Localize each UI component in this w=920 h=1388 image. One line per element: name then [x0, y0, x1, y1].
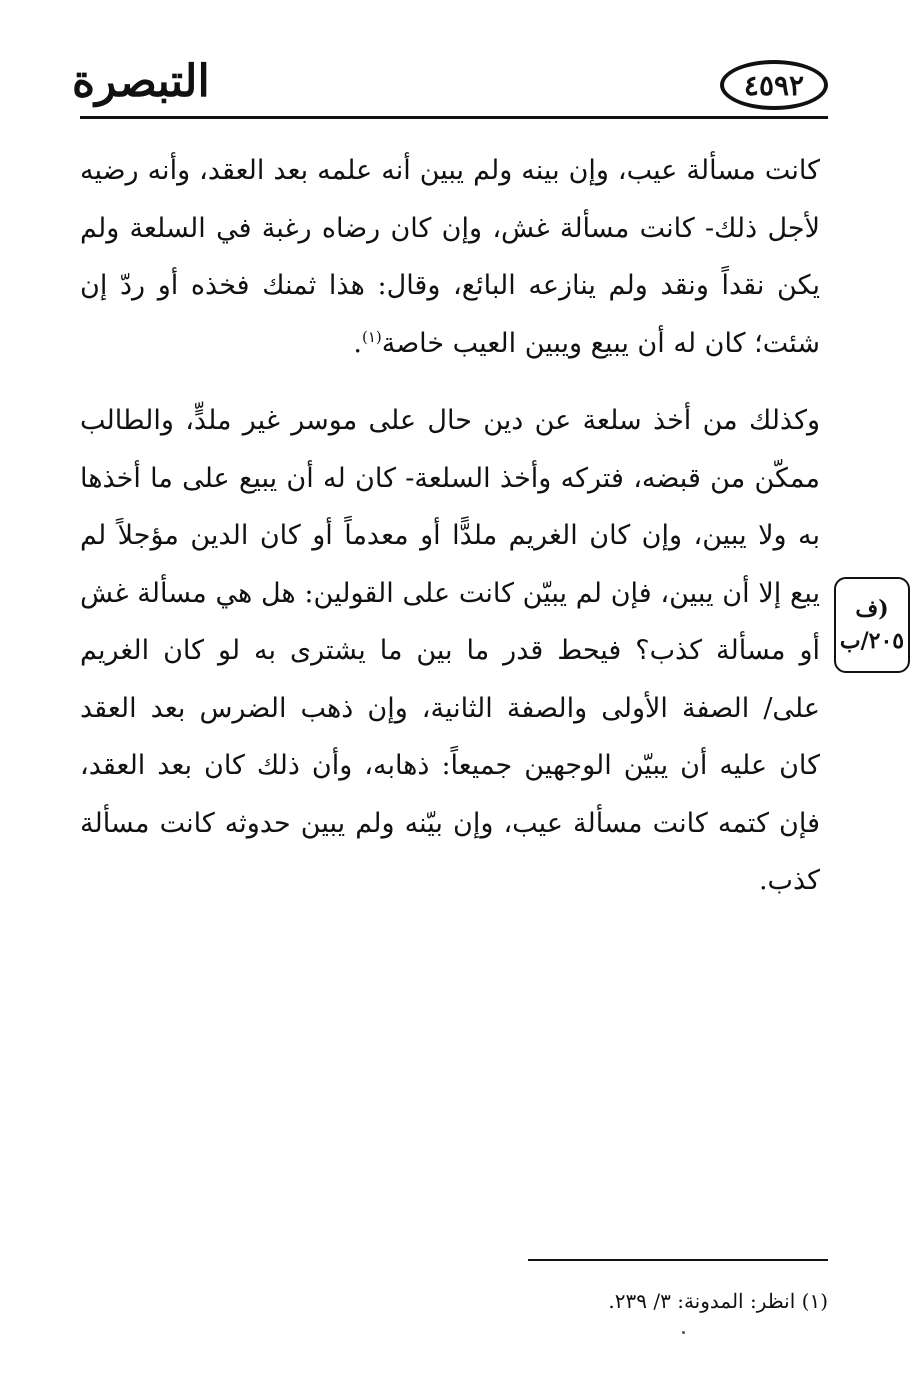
manuscript-folio-note — [834, 577, 910, 673]
text-line: يبين، فإن لم يبيّن كانت على القولين: هل هي مسألة غش أو مسألة كذب؟ — [80, 577, 820, 666]
text-line: فيحط قدر ما بين ما يشترى به لو كان الغريم على/ الصفة الأولى والصفة — [80, 635, 820, 724]
main-text — [80, 142, 820, 910]
page-number: ٤٥٩٢ — [743, 68, 805, 102]
text-line: ممكّن من قبضه، فتركه وأخذ السلعة- كان له أن يبيع على ما أخذها به ولا — [80, 462, 820, 551]
text-line: ذلك- كانت مسألة غش، وإن كان رضاه رغبة في السلعة ولم يكن نقداً ونقد — [80, 212, 820, 301]
text-line: كانت مسألة عيب، وإن بينه ولم يبين أنه علمه بعد العقد، وأنه رضيه لأجل — [80, 155, 820, 244]
text-line: وكذلك من أخذ سلعة عن دين حال على موسر غير ملدٍّ، والطالب — [80, 405, 820, 436]
page-number-badge — [720, 60, 828, 110]
sentence-end: . — [353, 327, 362, 359]
paragraph-2 — [80, 392, 820, 910]
folio-note-line-2: ٢٠٥/ب — [839, 628, 905, 654]
text-line: يبين حدوثه كانت مسألة كذب. — [80, 807, 820, 896]
folio-note-line-1: (ف — [855, 596, 889, 622]
paragraph-1 — [80, 142, 820, 372]
scan-speck — [682, 1331, 685, 1334]
text-line: ولم ينازعه البائع، وقال: هذا ثمنك فخذه أو ردّ إن شئت؛ كان له أن يبيع ويبين — [80, 270, 820, 359]
book-title: التبصرة — [72, 56, 210, 107]
paragraph-gap — [80, 372, 820, 392]
footnote-reference[interactable]: (١) — [361, 327, 382, 346]
footnote-separator — [528, 1259, 828, 1261]
text-line: يبين، وإن كان الغريم ملدًّا أو معدماً أو كان الدين مؤجلاً لم يبع إلا أن — [80, 520, 820, 609]
text-line: العيب خاصة — [381, 327, 517, 359]
footnote: (١) انظر: المدونة: ٣/ ٢٣٩. — [608, 1289, 828, 1313]
text-line: ذهابه، وأن ذلك كان بعد العقد، فإن كتمه كانت مسألة عيب، وإن بيّنه ولم — [80, 750, 820, 839]
header-rule — [80, 116, 828, 119]
text-line: الثانية، وإن ذهب الضرس بعد العقد كان عليه أن يبيّن الوجهين جميعاً: — [80, 692, 820, 781]
